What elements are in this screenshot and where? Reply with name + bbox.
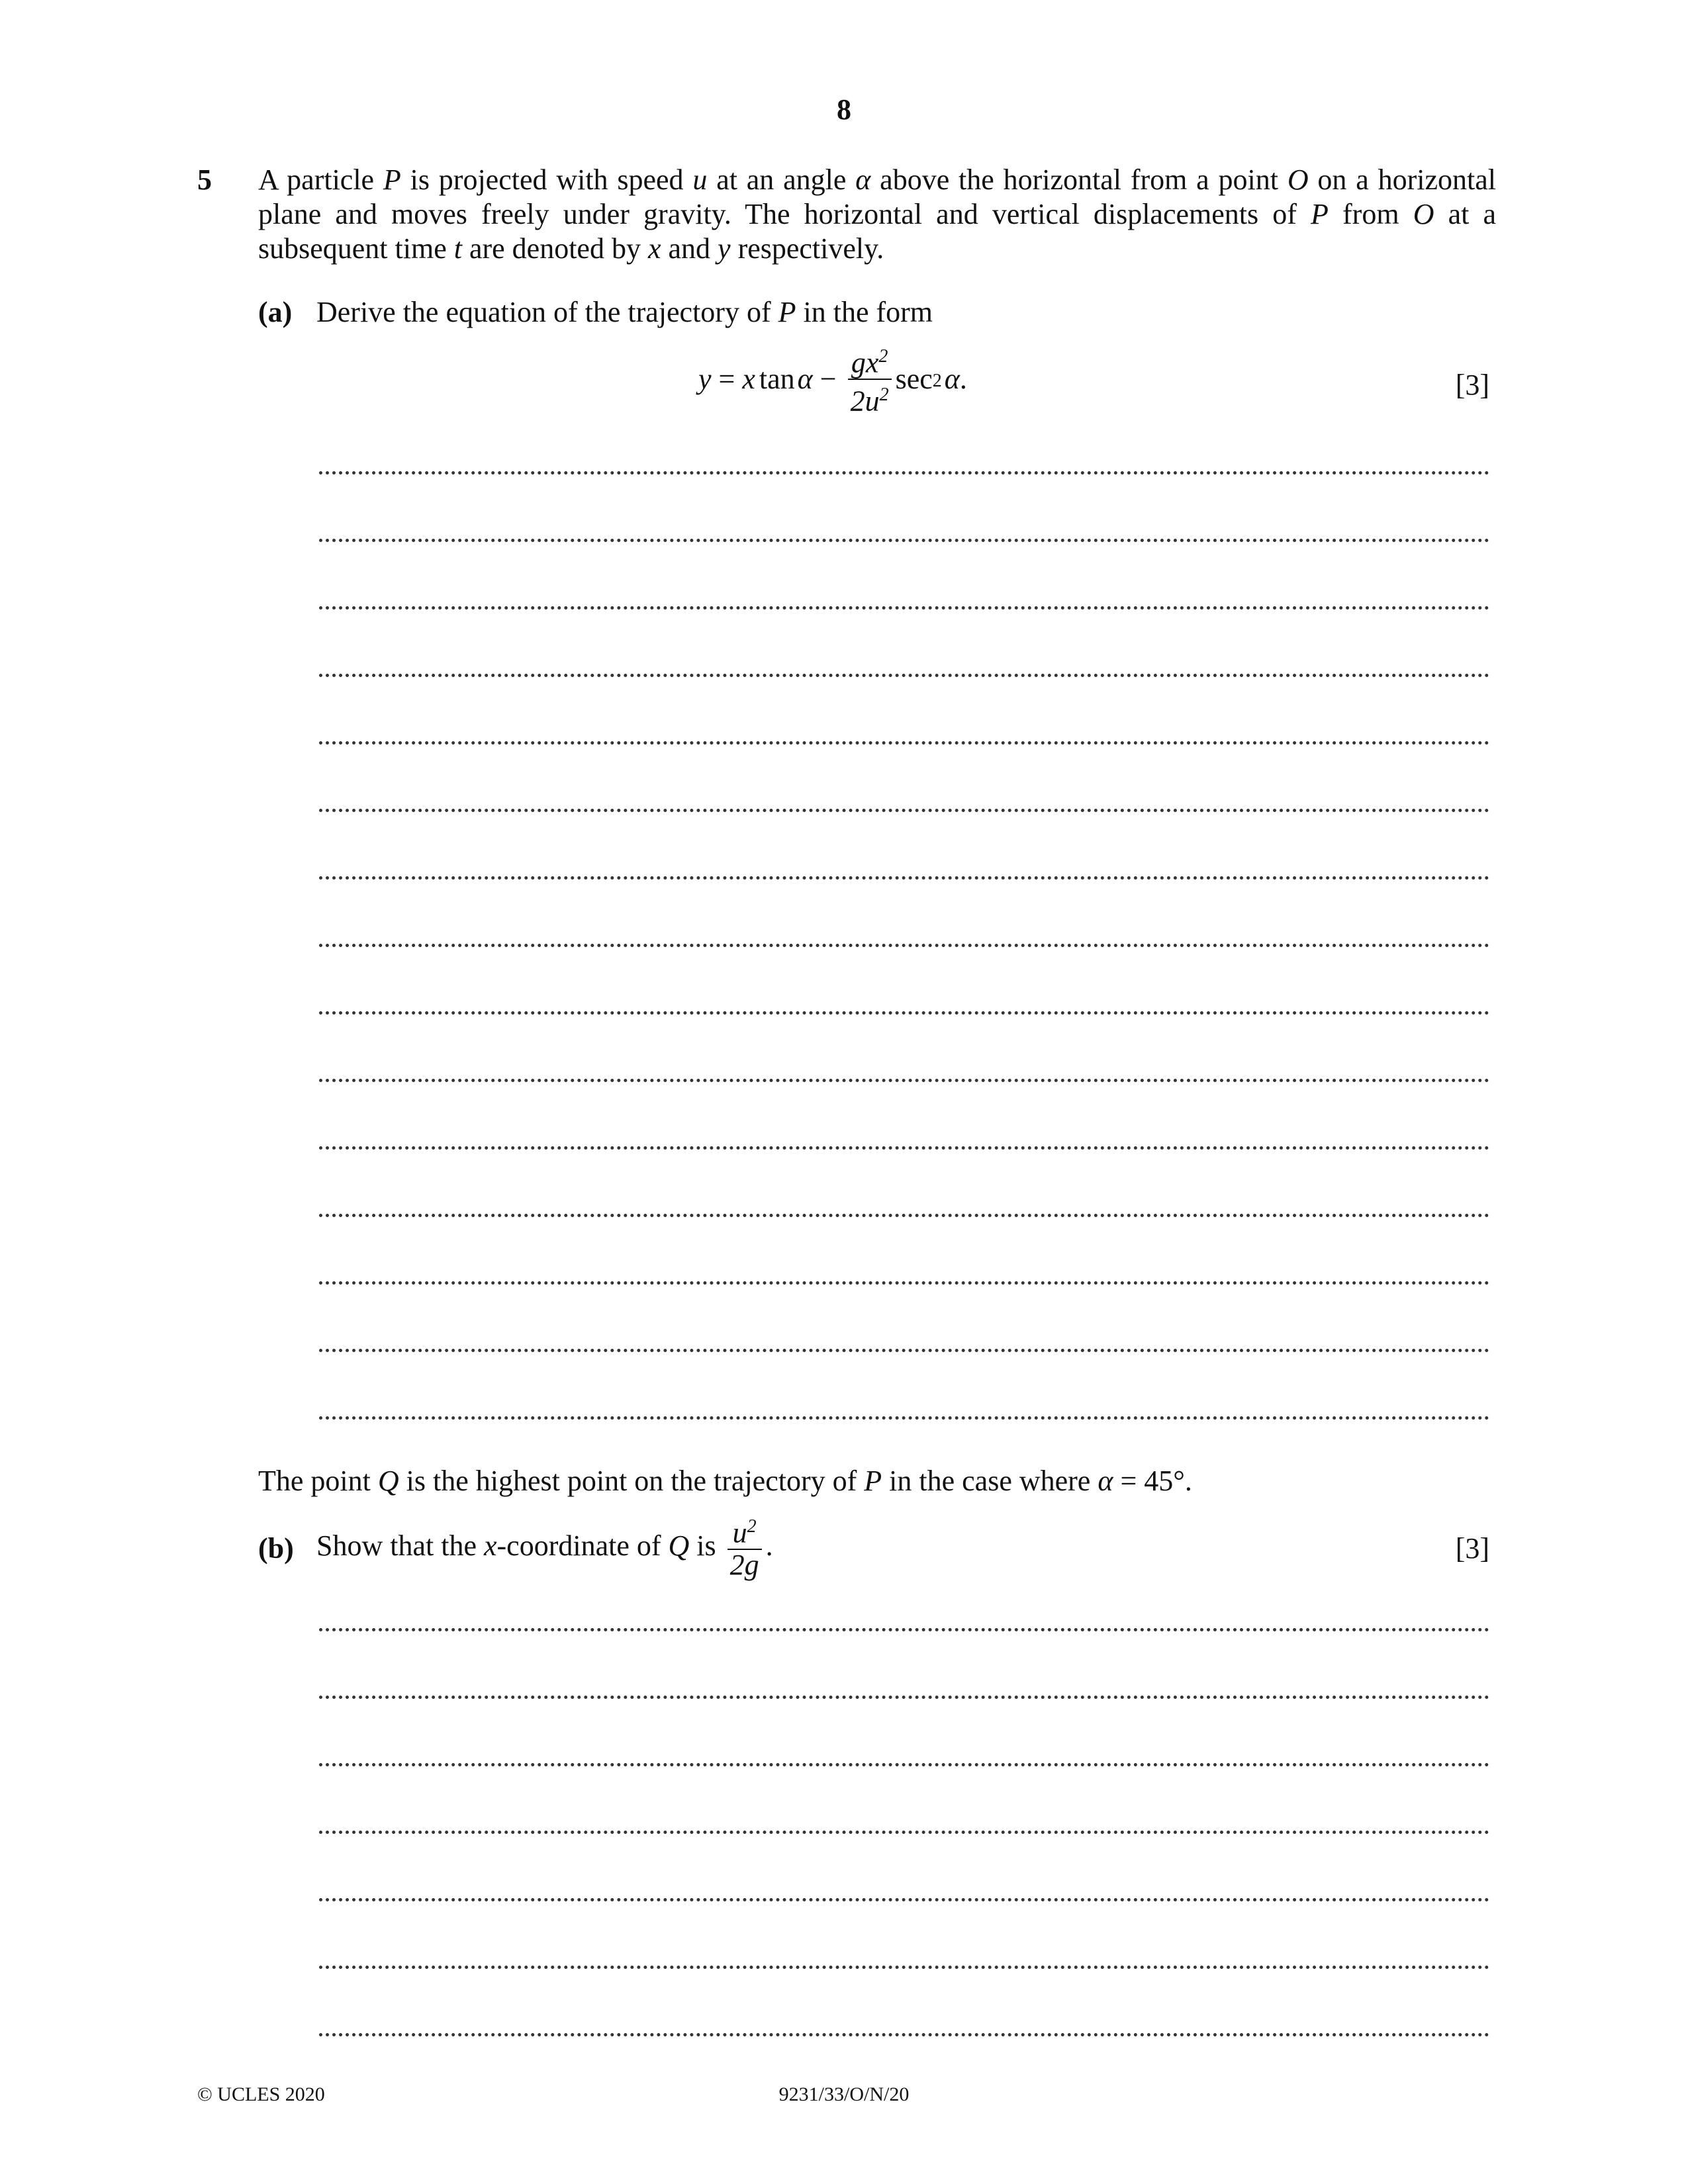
eq-minus: −: [812, 363, 844, 396]
text-run: from: [1328, 198, 1413, 230]
eq-numerator: [849, 341, 891, 379]
footer-paper-code: 9231/33/O/N/20: [778, 2083, 910, 2105]
part-b-prompt: [316, 1512, 773, 1580]
answer-line[interactable]: [319, 1696, 1489, 1699]
var-P: P: [1311, 198, 1329, 230]
var-u: u: [692, 163, 708, 196]
part-a-marks: [3]: [1455, 369, 1489, 401]
text-run: is projected with speed: [400, 163, 693, 196]
text-run: A particle: [258, 163, 383, 196]
answer-line[interactable]: [319, 674, 1489, 677]
frac-numerator: [730, 1512, 759, 1549]
question-intro: [258, 163, 1496, 266]
answer-line[interactable]: [319, 1281, 1489, 1285]
var-P: P: [383, 163, 401, 196]
var-x: x: [647, 232, 661, 265]
eq-sec: sec: [895, 363, 933, 396]
answer-line[interactable]: [319, 471, 1489, 475]
eq-fraction: [848, 341, 892, 416]
text-run: Show that the: [316, 1529, 484, 1563]
eq-alpha: α: [944, 363, 960, 396]
frac-num-base: u: [732, 1516, 747, 1549]
text-run: at an angle: [707, 163, 856, 196]
eq-tan: tan: [759, 363, 795, 396]
text-run: are denoted by: [461, 232, 648, 265]
part-b-label: (b): [258, 1532, 294, 1565]
text-run: in the case where: [882, 1465, 1098, 1497]
text-run: and: [661, 232, 718, 265]
answer-line[interactable]: [319, 1349, 1489, 1352]
var-P: P: [864, 1465, 882, 1497]
answer-line[interactable]: [319, 1146, 1489, 1150]
var-x: x: [483, 1529, 497, 1563]
answer-line[interactable]: [319, 741, 1489, 745]
page-number: 8: [837, 93, 851, 126]
question-number: 5: [197, 163, 212, 196]
var-t: t: [453, 232, 462, 265]
text-run: Derive the equation of the trajectory of: [316, 296, 778, 328]
text-run: above the horizontal from a point: [870, 163, 1288, 196]
answer-line[interactable]: [319, 1898, 1489, 1901]
var-y: y: [718, 232, 731, 265]
eq-sec-exp: 2: [932, 371, 942, 391]
var-O: O: [1413, 198, 1434, 230]
eq-y: y: [698, 363, 712, 396]
answer-line[interactable]: [319, 1214, 1489, 1217]
eq-den-exp: 2: [879, 384, 889, 405]
period: .: [765, 1529, 773, 1563]
eq-alpha: α: [797, 363, 813, 396]
eq-denominator: [848, 380, 892, 417]
text-run: is the highest point on the trajectory of: [399, 1465, 865, 1497]
text-run: in the form: [796, 296, 933, 328]
answer-line[interactable]: [319, 1011, 1489, 1015]
highest-point-statement: [258, 1464, 1192, 1498]
answer-line[interactable]: [319, 944, 1489, 947]
text-run: at a subsequent time: [258, 198, 1496, 265]
answer-line[interactable]: [319, 1079, 1489, 1082]
answer-line[interactable]: [319, 1966, 1489, 1969]
answer-line[interactable]: [319, 1831, 1489, 1834]
part-a-label: (a): [258, 296, 293, 328]
text-run: The point: [258, 1465, 378, 1497]
eq-num-base: gx: [851, 346, 879, 379]
text-run: on a horizontal plane and moves freely under gravity. The horizontal and vertical displacements of: [258, 163, 1496, 230]
part-a-prompt: [316, 295, 933, 329]
eq-period: .: [959, 363, 967, 396]
var-alpha: α: [855, 163, 871, 196]
answer-line[interactable]: [319, 809, 1489, 812]
var-Q: Q: [668, 1529, 690, 1563]
frac-num-exp: 2: [747, 1516, 757, 1537]
answer-line[interactable]: [319, 1416, 1489, 1420]
answer-line[interactable]: [319, 2033, 1489, 2036]
eq-x: x: [742, 363, 755, 396]
var-P: P: [778, 296, 796, 328]
eq-num-exp: 2: [878, 346, 888, 367]
eq-equals: =: [711, 363, 743, 396]
text-run: -coordinate of: [496, 1529, 669, 1563]
text-run: = 45°.: [1113, 1465, 1192, 1497]
var-alpha: α: [1098, 1465, 1113, 1497]
coordinate-fraction: [727, 1512, 762, 1580]
text-run: respectively.: [730, 232, 884, 265]
eq-den-base: 2u: [850, 385, 880, 418]
frac-denominator: 2g: [729, 1548, 759, 1581]
var-O: O: [1287, 163, 1309, 196]
answer-line[interactable]: [319, 876, 1489, 880]
answer-line[interactable]: [319, 606, 1489, 610]
answer-line[interactable]: [319, 1763, 1489, 1766]
answer-line[interactable]: [319, 1628, 1489, 1631]
footer-copyright: © UCLES 2020: [197, 2083, 325, 2105]
answer-line[interactable]: [319, 539, 1489, 542]
text-run: is: [689, 1529, 724, 1563]
var-Q: Q: [377, 1465, 399, 1497]
part-b-marks: [3]: [1455, 1532, 1489, 1565]
trajectory-equation: [698, 341, 967, 416]
